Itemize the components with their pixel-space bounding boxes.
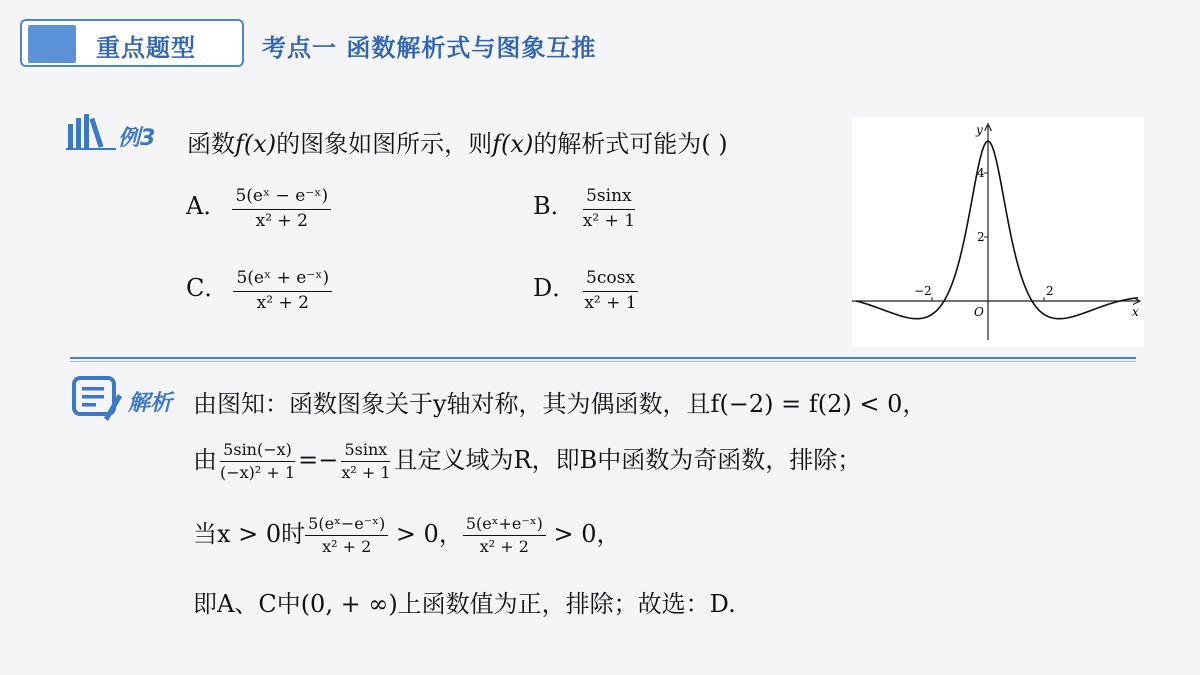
option-b-letter: B． — [533, 192, 575, 220]
function-graph — [852, 118, 1144, 346]
option-a — [186, 186, 331, 232]
x-axis-label: x — [1132, 305, 1139, 319]
line2-frac1-num: 5sin(−x) — [220, 441, 295, 462]
solution-line-2 — [193, 440, 861, 482]
line3-frac2-num: 5(eˣ+e⁻ˣ) — [463, 515, 546, 536]
solution-line-1: 由图知：函数图象关于y轴对称，其为偶函数，且f(−2) = f(2) < 0， — [193, 390, 927, 418]
line3-frac1-num: 5(eˣ−e⁻ˣ) — [305, 515, 388, 536]
line2-frac1-den: (−x)² + 1 — [220, 463, 296, 482]
option-c-den: x² + 2 — [256, 293, 309, 313]
line2-prefix: 由 — [193, 446, 217, 474]
books-icon — [64, 112, 120, 152]
x-tick-neg2: −2 — [914, 284, 932, 298]
function-curve — [856, 141, 1138, 319]
line3-fraction-1 — [305, 515, 388, 557]
question-fx: f(x) — [235, 130, 277, 158]
option-b-num: 5sinx — [583, 187, 635, 210]
option-c — [186, 268, 332, 314]
line3-prefix: 当x > 0时 — [193, 520, 306, 548]
line3-frac1-den: x² + 2 — [322, 537, 372, 556]
line2-suffix: 且定义域为R，即B中函数为奇函数，排除； — [393, 446, 862, 474]
line3-frac2-den: x² + 2 — [479, 537, 529, 556]
option-d — [533, 268, 640, 314]
question-fx-2: f(x) — [492, 130, 534, 158]
question-mid: 的图象如图所示，则 — [276, 130, 493, 158]
question-text — [187, 124, 728, 159]
line2-mid: =− — [298, 446, 339, 474]
option-a-num: 5(eˣ − e⁻ˣ) — [232, 187, 331, 210]
option-c-num: 5(eˣ + e⁻ˣ) — [233, 269, 332, 292]
option-b — [533, 186, 638, 232]
origin-label: O — [974, 305, 984, 319]
line2-frac2-num: 5sinx — [341, 441, 390, 462]
x-tick-2: 2 — [1046, 284, 1054, 298]
line2-fraction-1 — [217, 441, 298, 483]
option-a-letter: A． — [186, 192, 228, 220]
separator-line-thin — [70, 361, 1136, 362]
option-d-fraction — [581, 269, 639, 313]
y-axis-label: y — [976, 123, 983, 137]
option-b-fraction — [580, 187, 638, 231]
option-d-den: x² + 1 — [584, 293, 637, 313]
option-d-num: 5cosx — [583, 269, 638, 292]
option-c-fraction — [233, 269, 332, 313]
question-prefix: 函数 — [187, 130, 235, 158]
notes-icon — [70, 374, 126, 424]
solution-label: 解析 — [128, 391, 173, 416]
option-a-fraction — [232, 187, 331, 231]
y-tick-2: 2 — [977, 230, 985, 244]
example-label: 例3 — [118, 126, 156, 151]
line3-fraction-2 — [463, 515, 546, 557]
option-c-letter: C． — [186, 274, 229, 302]
y-tick-4: 4 — [977, 166, 985, 180]
header-title: 考点一 函数解析式与图象互推 — [262, 34, 597, 62]
line2-fraction-2 — [338, 441, 393, 483]
header-tag: 重点题型 — [96, 34, 196, 62]
solution-line-3 — [193, 514, 620, 556]
option-b-den: x² + 1 — [582, 211, 636, 231]
header-tag-square-icon — [28, 25, 76, 63]
solution-line-4: 即A、C中(0, + ∞)上函数值为正，排除；故选：D. — [193, 590, 736, 618]
option-d-letter: D． — [533, 274, 577, 302]
line3-mid: > 0， — [388, 520, 463, 548]
line3-suffix: > 0， — [545, 520, 621, 548]
question-suffix: 的解析式可能为( ) — [533, 130, 728, 158]
separator-line — [70, 357, 1136, 359]
option-a-den: x² + 2 — [255, 211, 308, 231]
line2-frac2-den: x² + 1 — [341, 463, 391, 482]
